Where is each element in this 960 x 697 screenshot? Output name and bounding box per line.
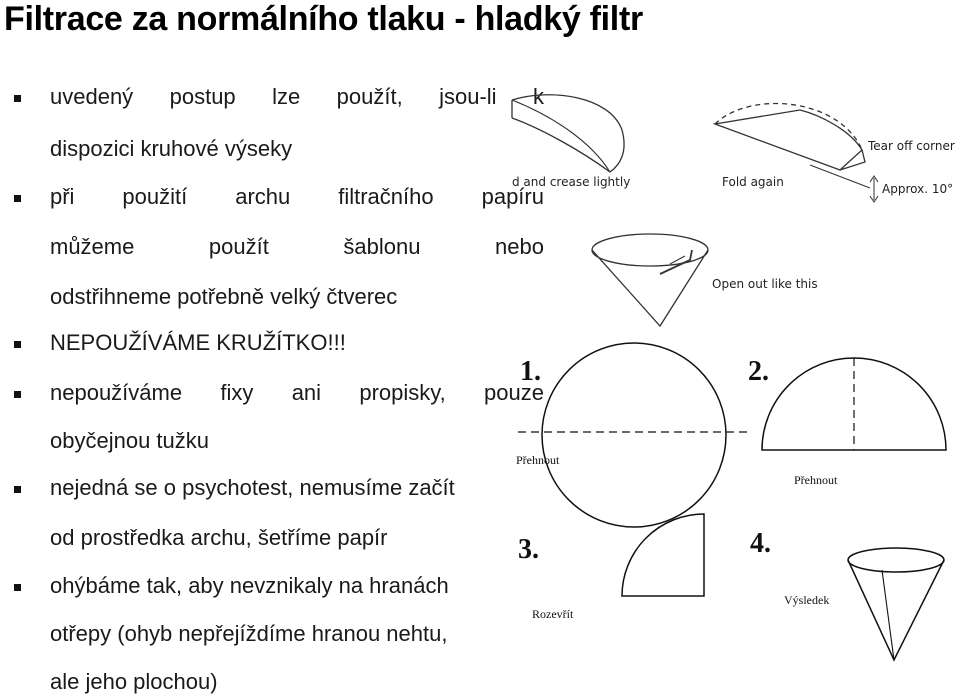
bullet-3-line-1: NEPOUŽÍVÁME KRUŽÍTKO!!!: [50, 330, 346, 355]
step-4-number: 4.: [750, 528, 771, 559]
bullet-2-line-1: [50, 182, 544, 212]
bullet-marker: [14, 391, 21, 398]
bullet-4-line-2: obyčejnou tužku: [50, 428, 209, 453]
step-1-circle: [518, 343, 750, 527]
angle-marker: [870, 176, 878, 202]
bullet-6-line-1: ohýbáme tak, aby nevznikaly na hranách: [50, 573, 449, 598]
step-2-semicircle: [762, 358, 946, 450]
approx-angle-label: Approx. 10°: [882, 182, 954, 196]
fold-step-half: [512, 95, 624, 172]
bullet-marker: [14, 486, 21, 493]
fold-crease-label: d and crease lightly: [512, 175, 631, 189]
filter-folding-illustration: [510, 80, 960, 696]
folding-diagram: [510, 80, 960, 696]
bullet-marker: [14, 95, 21, 102]
bullet-6-line-2: otřepy (ohyb nepřejíždíme hranou nehtu,: [50, 621, 448, 646]
bullet-5-line-1: nejedná se o psychotest, nemusíme začít: [50, 475, 455, 500]
step-3-number: 3.: [518, 534, 539, 565]
step-1-label: Přehnout: [516, 453, 560, 467]
bullet-text: uvedený postup lze použít, jsou-li k: [50, 84, 544, 109]
bullet-2-line-3: odstřihneme potřebně velký čtverec: [50, 284, 398, 309]
step-4-label: Výsledek: [784, 593, 830, 607]
step-3-label: Rozevřít: [532, 607, 574, 621]
bullet-1-line-1: [50, 82, 544, 112]
bullet-5-line-2: od prostředka archu, šetříme papír: [50, 525, 388, 550]
bullet-marker: [14, 341, 21, 348]
bullet-6-line-3: ale jeho plochou): [50, 669, 218, 694]
bullet-text: nepoužíváme fixy ani propisky, pouze: [50, 380, 544, 405]
step-2-label: Přehnout: [794, 473, 838, 487]
step-4-cone: [848, 548, 944, 660]
bullet-1-line-2: dispozici kruhové výseky: [50, 136, 293, 161]
cone-open: [592, 234, 708, 326]
open-out-label: Open out like this: [712, 277, 818, 291]
bullet-4-line-1: [50, 378, 544, 408]
fold-again-label: Fold again: [722, 175, 784, 189]
tear-off-label: Tear off corner: [868, 139, 955, 153]
bullet-text: při použití archu filtračního papíru: [50, 184, 544, 209]
bullet-marker: [14, 195, 21, 202]
slide-title: Filtrace za normálního tlaku - hladký filtr: [4, 0, 643, 38]
bullet-2-line-2: [50, 232, 544, 262]
step-2-number: 2.: [748, 356, 769, 387]
bullet-text: můžeme použít šablonu nebo: [50, 234, 544, 259]
step-1-number: 1.: [520, 356, 541, 387]
bullet-marker: [14, 584, 21, 591]
